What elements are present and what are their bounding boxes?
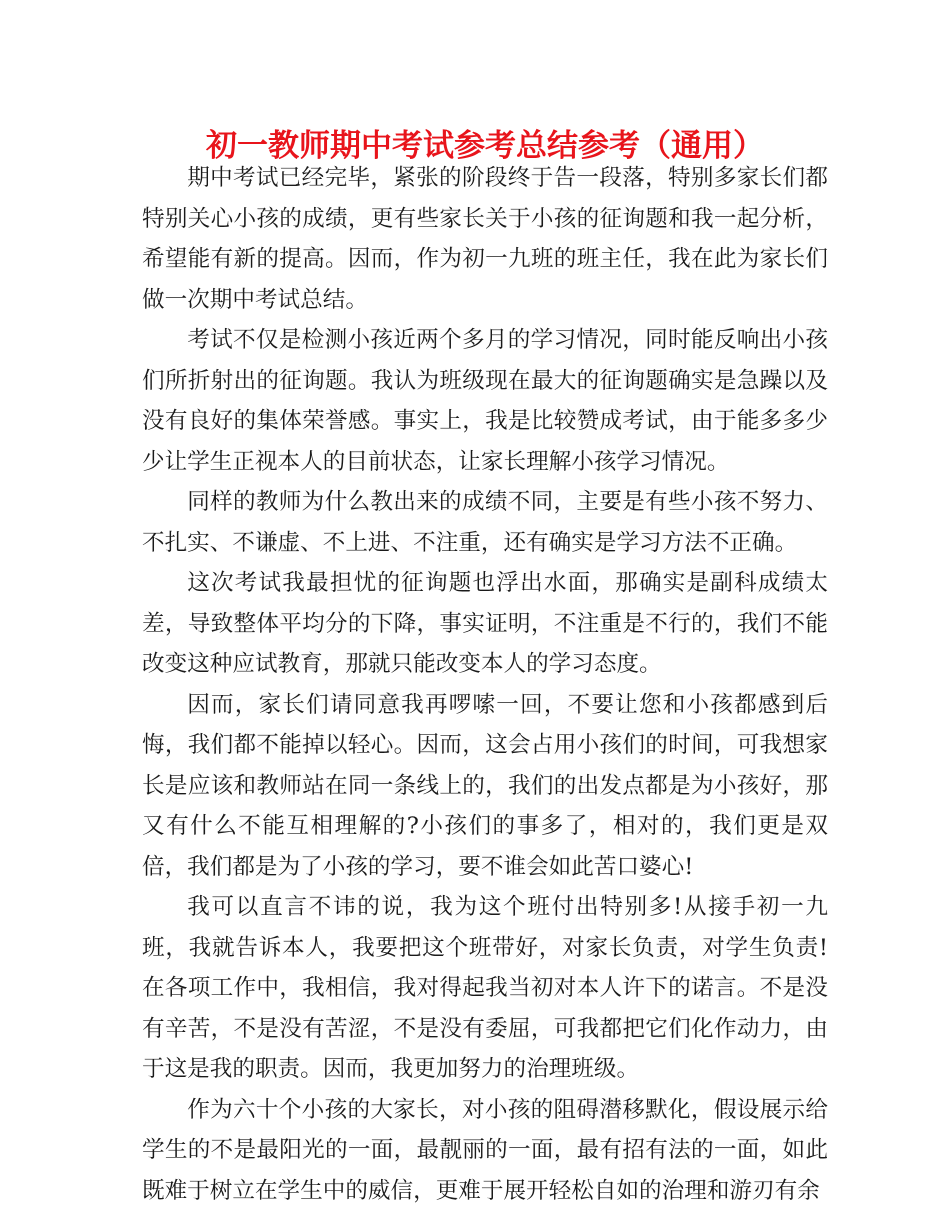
document-body: [142, 158, 828, 1211]
paragraph: 考试不仅是检测小孩近两个多月的学习情况，同时能反响出小孩们所折射出的征询题。我认为班级现在最大的征询题确实是急躁以及没有良好的集体荣誉感。事实上，我是比较赞成考试，由于能多多少少让学生正视本人的目前状态，让家长理解小孩学习情况。: [142, 327, 828, 475]
paragraph: 我可以直言不讳的说，我为这个班付出特别多!从接手初一九班，我就告诉本人，我要把这个班带好，对家长负责，对学生负责!在各项工作中，我相信，我对得起我当初对本人许下的诺言。不是没有辛苦，不是没有苦涩，不是没有委屈，可我都把它们化作动力，由于这是我的职责。因而，我更加努力的治理班级。: [142, 894, 828, 1082]
paragraph: 这次考试我最担忧的征询题也浮出水面，那确实是副科成绩太差，导致整体平均分的下降，事实证明，不注重是不行的，我们不能改变这种应试教育，那就只能改变本人的学习态度。: [142, 570, 828, 677]
paragraph: 作为六十个小孩的大家长，对小孩的阻碍潜移默化，假设展示给学生的不是最阳光的一面，最靓丽的一面，最有招有法的一面，如此既难于树立在学生中的威信，更难于展开轻松自如的治理和游刃有余: [142, 1096, 828, 1204]
document-title: 初一教师期中考试参考总结参考（通用）: [206, 128, 764, 164]
paragraph: 期中考试已经完毕，紧张的阶段终于告一段落，特别多家长们都特别关心小孩的成绩，更有些家长关于小孩的征询题和我一起分析，希望能有新的提高。因而，作为初一九班的班主任，我在此为家长们做一次期中考试总结。: [142, 165, 828, 313]
paragraph: 同样的教师为什么教出来的成绩不同，主要是有些小孩不努力、不扎实、不谦虚、不上进、不注重，还有确实是学习方法不正确。: [142, 489, 828, 556]
paragraph: 因而，家长们请同意我再啰嗦一回，不要让您和小孩都感到后悔，我们都不能掉以轻心。因而，这会占用小孩们的时间，可我想家长是应该和教师站在同一条线上的，我们的出发点都是为小孩好，那又有什么不能互相理解的?小孩们的事多了，相对的，我们更是双倍，我们都是为了小孩的学习，要不谁会如此苦口婆心!: [142, 691, 828, 880]
